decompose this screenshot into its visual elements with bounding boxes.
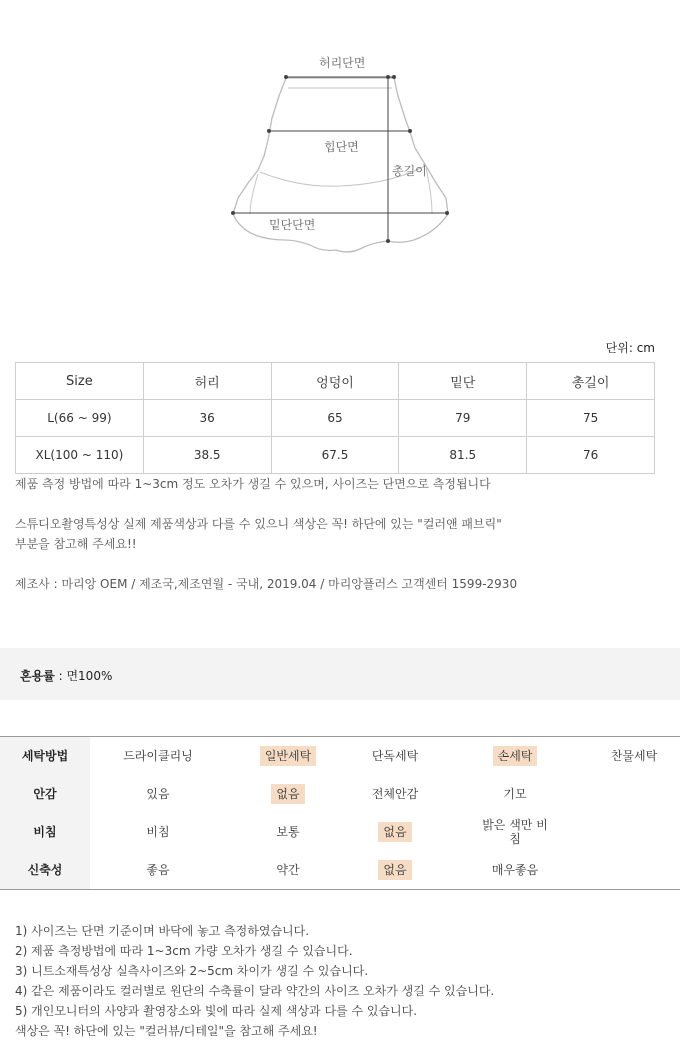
footer-note-line: 5) 개인모니터의 사양과 촬영장소와 빛에 따라 실제 색상과 다를 수 있습니다. [15,1004,418,1018]
care-option-label [629,867,639,873]
care-option [340,813,450,851]
hem-measure-label: 밑단단면 [269,218,316,232]
size-cell: 67.5 [271,437,399,474]
care-row [0,813,680,851]
care-option-label: 드라이클리닝 [123,749,193,763]
care-row-label: 안감 [33,787,57,801]
care-option-label: 보통 [276,825,300,839]
care-option [233,851,343,889]
care-option [579,737,680,775]
care-option [460,851,570,889]
care-row [0,737,680,775]
footer-note-line: 4) 같은 제품이라도 컬러별로 원단의 수축률이 달라 약간의 사이즈 오차가 생길 수 있습니다. [15,984,495,998]
care-option [340,851,450,889]
care-option-label: 비침 [146,825,170,839]
care-option [340,775,450,813]
care-option [103,737,213,775]
table-row [16,437,655,474]
footer-note-line: 색상은 꼭! 하단에 있는 "컬러뷰/디테일"을 참고해 주세요! [15,1024,318,1038]
manufacturer-info: 제조사 : 마리앙 OEM / 제조국,제조연월 - 국내, 2019.04 / 마리앙플러스 고객센터 1599-2930 [15,577,518,591]
care-option-label: 있음 [146,787,170,801]
size-cell: 76 [527,437,655,474]
care-option-label [629,791,639,797]
size-cell: 81.5 [399,437,527,474]
footer-note-line: 2) 제품 측정방법에 따라 1~3cm 가량 오차가 생길 수 있습니다. [15,944,353,958]
size-table [15,362,655,474]
care-option [460,737,570,775]
size-header-cell: 밑단 [399,363,527,400]
fabric-blend-value: : 면100% [54,669,113,683]
care-option [103,851,213,889]
table-row [16,400,655,437]
size-cell: 79 [399,400,527,437]
care-option-label: 찬물세탁 [610,749,658,763]
care-row-label: 신축성 [27,863,63,877]
unit-label: 단위: cm [605,341,655,355]
color-note-line-1: 스튜디오촬영특성상 실제 제품색상과 다를 수 있으니 색상은 꼭! 하단에 있는 "컬러앤 패브릭" [15,517,502,531]
care-option-selected: 없음 [378,822,411,842]
size-cell: 65 [271,400,399,437]
care-option [460,813,570,851]
hip-measure-label: 힙단면 [324,140,359,154]
fabric-blend-label: 혼용률 [20,669,55,683]
care-option-selected: 없음 [378,860,411,880]
care-option [579,813,680,851]
size-cell: 36 [143,400,271,437]
care-option-selected: 손세탁 [493,746,538,766]
length-measure-label: 총길이 [392,164,427,178]
fabric-blend-section [0,648,680,700]
care-option-label [629,829,639,835]
size-cell: 75 [527,400,655,437]
care-row [0,851,680,889]
size-table-header [16,363,655,400]
care-option [103,775,213,813]
size-header-cell: 총길이 [527,363,655,400]
size-header-cell: 엉덩이 [271,363,399,400]
care-option-label: 기모 [503,787,527,801]
fabric-blend-text [20,667,112,684]
care-row-label: 세탁방법 [21,749,69,763]
care-option [579,775,680,813]
care-option-label: 밝은 색만 비침 [482,818,548,846]
measure-note: 제품 측정 방법에 따라 1~3cm 정도 오차가 생길 수 있으며, 사이즈는 단면으로 측정됩니다 [15,477,491,491]
care-option-label: 전체안감 [371,787,419,801]
size-cell: 38.5 [143,437,271,474]
care-option [579,851,680,889]
care-row-label: 비침 [33,825,57,839]
care-option [233,737,343,775]
care-option [233,813,343,851]
size-header-cell: Size [16,363,144,400]
waist-measure-label: 허리단면 [319,56,366,70]
care-option [460,775,570,813]
care-option-label: 좋음 [146,863,170,877]
size-cell: XL(100 ~ 110) [16,437,144,474]
size-cell: L(66 ~ 99) [16,400,144,437]
footer-note-line: 1) 사이즈는 단면 기준이며 바닥에 놓고 측정하였습니다. [15,924,310,938]
care-option [233,775,343,813]
care-option-selected: 없음 [271,784,304,804]
footer-notes [15,921,494,1041]
care-option-label: 단독세탁 [371,749,419,763]
footer-note-line: 3) 니트소재특성상 실측사이즈와 2~5cm 차이가 생길 수 있습니다. [15,964,369,978]
size-header-cell: 허리 [143,363,271,400]
care-row [0,775,680,813]
care-info-table [0,736,680,890]
care-option-selected: 일반세탁 [260,746,316,766]
care-option-label: 약간 [276,863,300,877]
care-option [340,737,450,775]
care-option [103,813,213,851]
color-note-line-2: 부분을 참고해 주세요!! [15,537,137,551]
skirt-measurement-diagram [0,0,680,300]
care-option-label: 매우좋음 [491,863,539,877]
